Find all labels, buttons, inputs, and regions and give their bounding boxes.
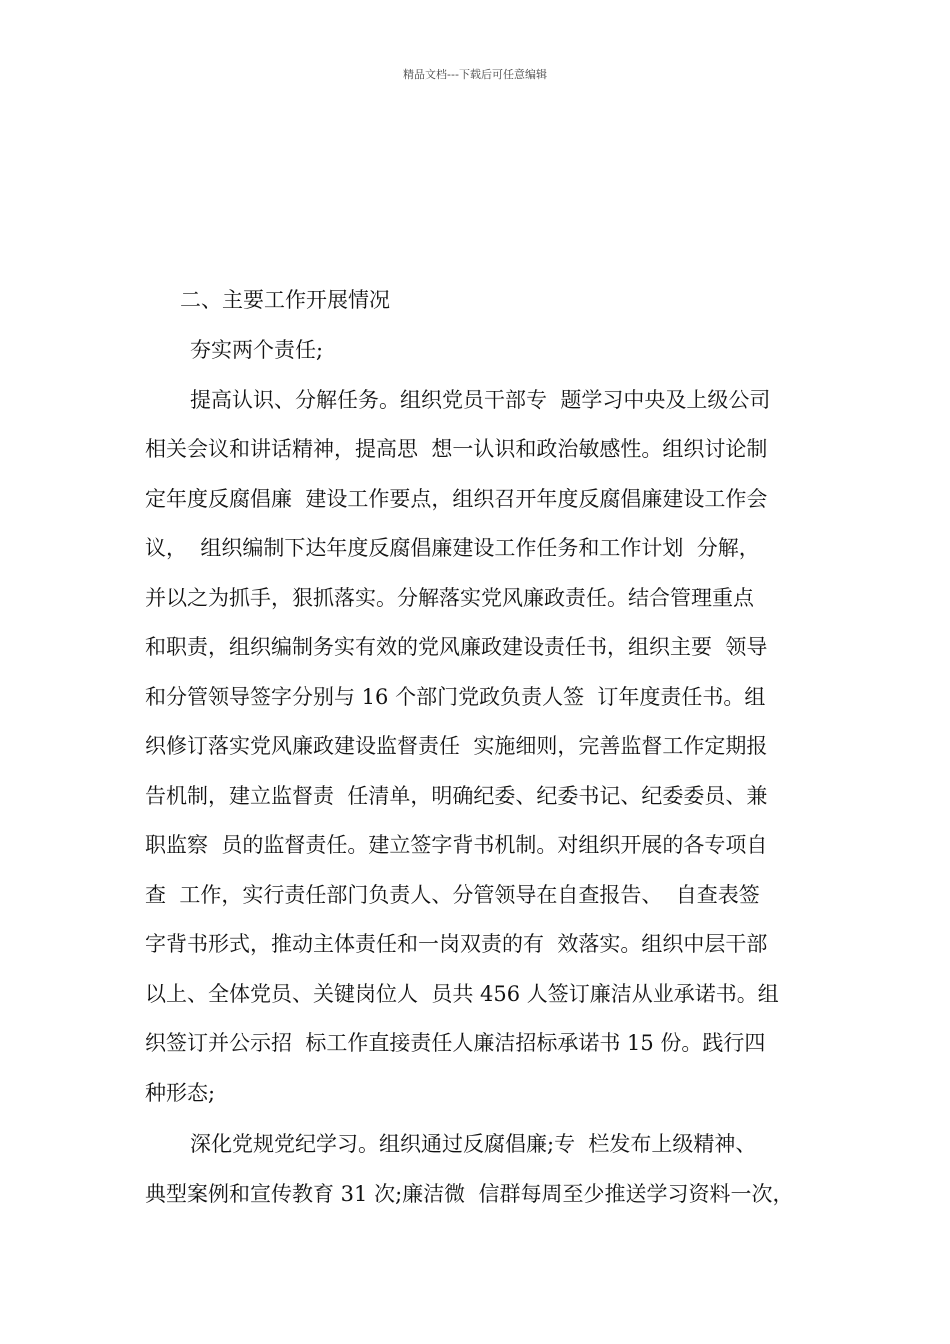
paragraph-line: 字背书形式，推动主体责任和一岗双责的有 效落实。组织中层干部 [145,932,768,956]
paragraph-line: 以上、全体党员、关键岗位人 员共 456 人签订廉洁从业承诺书。组 [145,982,779,1006]
paragraph-line: 提高认识、分解任务。组织党员干部专 题学习中央及上级公司 [190,388,771,412]
paragraph-line: 相关会议和讲话精神，提高思 想一认识和政治敏感性。组织讨论制 [145,437,768,461]
paragraph-line: 深化党规党纪学习。组织通过反腐倡廉;专 栏发布上级精神、 [190,1132,757,1156]
paragraph-line: 告机制，建立监督责 任清单，明确纪委、纪委书记、纪委委员、兼 [145,784,768,808]
page-header: 精品文档---下载后可任意编辑 [403,68,547,81]
paragraph-line: 查 工作，实行责任部门负责人、分管领导在自查报告、 自查表签 [145,883,760,907]
subheading: 夯实两个责任; [190,338,324,362]
paragraph-line: 典型案例和宣传教育 31 次;廉洁微 信群每周至少推送学习资料一次， [145,1182,794,1206]
paragraph-line: 织修订落实党风廉政建设监督责任 实施细则，完善监督工作定期报 [145,734,768,758]
paragraph-line: 和分管领导签字分别与 16 个部门党政负责人签 订年度责任书。组 [145,685,766,709]
paragraph-line: 职监察 员的监督责任。建立签字背书机制。对组织开展的各专项自 [145,833,768,857]
paragraph-line: 织签订并公示招 标工作直接责任人廉洁招标承诺书 15 份。践行四 [145,1031,766,1055]
paragraph-line: 种形态; [145,1081,216,1105]
paragraph-line: 并以之为抓手，狠抓落实。分解落实党风廉政责任。结合管理重点 [145,586,754,610]
section-title: 二、主要工作开展情况 [180,288,390,312]
paragraph-line: 和职责，组织编制务实有效的党风廉政建设责任书，组织主要 领导 [145,635,768,659]
paragraph-line: 议， 组织编制下达年度反腐倡廉建设工作任务和工作计划 分解， [145,536,760,560]
paragraph-line: 定年度反腐倡廉 建设工作要点，组织召开年度反腐倡廉建设工作会 [145,487,768,511]
